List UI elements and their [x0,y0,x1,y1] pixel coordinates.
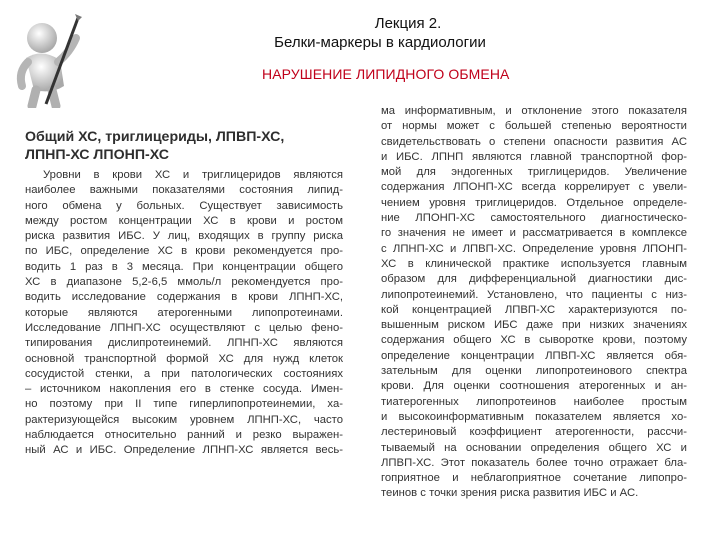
left-column [25,128,343,459]
lecture-number: Лекция 2. [374,15,442,32]
text-line: ХС в диапазоне 5,2-6,5 ммоль/л рекомендуется про- [25,276,343,289]
text-line: гоприятное и неблагоприятное сочетание липопро- [381,472,687,485]
text-line: между ростом концентрации ХС в крови и ростом [25,214,343,227]
text-line: ЛПВП-ХС. Этот показатель более точно отражает бла- [381,456,687,469]
section-title: НАРУШЕНИЕ ЛИПИДНОГО ОБМЕНА [262,66,510,82]
text-line: и высокоинформативным показателем является хо- [381,410,687,423]
text-line: ХС в клинической практике используется главным [381,257,687,270]
article-heading-line: Общий ХС, триглицериды, ЛПВП-ХС, [25,129,285,145]
text-line: Уровни в крови ХС и триглицеридов являются [43,169,343,181]
text-line: но поэтому при II типе гиперлипопротеинемии, ха- [25,398,343,411]
text-line: наиболее важными показателями состояния липид- [25,184,343,197]
text-line: кой концентрацией ЛПВП-ХС характеризуются по- [381,303,687,316]
text-line: го значения не имеет и рассматривается в комплексе [381,227,687,240]
text-line: вышенным риском ИБС даже при низких значениях [381,319,687,332]
text-line: риска развития ИБС. У лиц, входящих в группу риска [25,230,343,243]
text-line: определение концентрации ЛПВП-ХС является обя- [381,349,687,362]
left-body-text [25,168,343,459]
text-line: зательным для оценки липопротеинового спектра [381,365,687,378]
article-heading-line: ЛПНП-ХС ЛПОНП-ХС [25,147,169,163]
text-line: по ИБС, определение ХС в крови рекомендуется про- [25,245,343,258]
text-line: липопротеинемий. Установлено, что пациенты с низ- [381,288,687,301]
article-heading [25,128,343,164]
text-line: ного обмена у больных. Существует зависимость [25,199,343,212]
text-line: сосудистой стенки, а при патологических состояниях [25,367,343,380]
text-line: с ЛПНП-ХС и ЛПВП-ХС. Определение уровня ЛПОНП- [381,242,687,255]
right-column [381,104,687,502]
text-line: образом для дифференциальной диагностики дис- [381,273,687,286]
text-line: ный АС и ИБС. Определение ЛПНП-ХС является весь- [25,444,343,457]
text-line: тиатерогенных липопротеинов наиболее простым [381,395,687,408]
text-line: содержания общего ХС в сывороткe крови, поэтому [381,334,687,347]
text-line: лестериновый коэффициент атерогенности, рассчи- [381,426,687,439]
text-line: рактеризующейся высоким уровнем ЛПНП-ХС, часто [25,413,343,426]
text-line: типирования дислипротеинемий. ЛПНП-ХС являются [25,337,343,350]
text-line: Исследование ЛПНП-ХС осуществляют с целью фено- [25,321,343,334]
text-line: и ИБС. ЛПНП являются главной транспортной фор- [381,150,687,163]
text-line: свидетельствовать о степени опасности развития АС [381,135,687,148]
text-line: ма информативным, и отклонение этого показателя [381,105,687,117]
text-line: ние ЛПОНП-ХС самостоятельного диагностическо- [381,212,687,225]
text-line: мой для эндогенных триглицеридов. Увеличение [381,166,687,179]
lecture-topic: Белки-маркеры в кардиологии [274,34,486,51]
text-line: – источником накопления его в стенке сосуда. Имен- [25,383,343,396]
text-line: крови. Для оценки соотношения атерогенных и ан- [381,380,687,393]
text-line: которые являются атерогенными липопротеинами. [25,306,343,319]
text-line: содержания ЛПОНП-ХС всегда коррелирует с увели- [381,181,687,194]
text-line: основной транспортной формой ХС для нужд клеток [25,352,343,365]
text-line: наблюдается относительно ранний и резко выражен- [25,429,343,442]
text-line: теинов с точки зрения риска развития ИБС и АС. [381,487,639,500]
text-line: тываемый на основании определения общего ХС и [381,441,687,454]
text-line: от нормы может с большей степенью вероятности [381,120,687,133]
lecture-header [0,14,720,52]
text-line: чением уровня триглицеридов. Отдельное определе- [381,196,687,209]
text-line: водить исследование содержания в крови ЛПНП-ХС, [25,291,343,304]
text-line: водить 1 раз в 3 месяца. При концентрации общего [25,260,343,273]
